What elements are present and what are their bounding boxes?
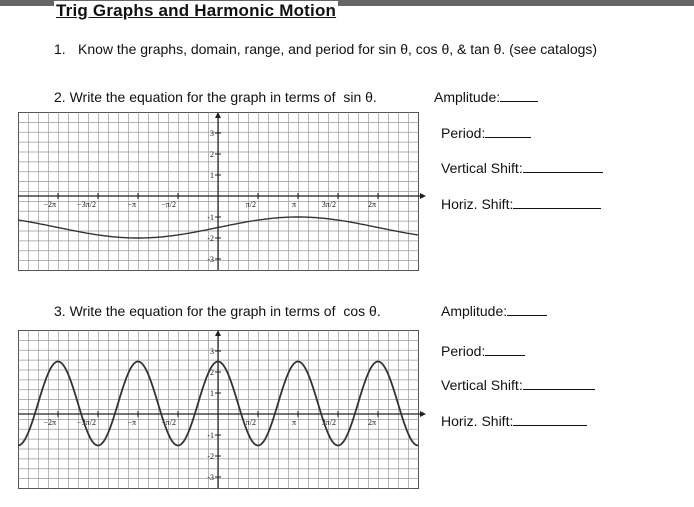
amplitude-blank[interactable] — [500, 88, 538, 102]
vertical-shift-blank[interactable] — [523, 159, 603, 173]
item-3-text: Write the equation for the graph in terms of — [69, 303, 336, 319]
amplitude-label: Amplitude: — [434, 89, 501, 105]
x-tick-label: 2π — [367, 418, 376, 427]
x-tick-label: −3π/2 — [77, 200, 96, 209]
item-2-func: sin θ. — [343, 89, 377, 105]
item-2-text: Write the equation for the graph in terms of — [69, 89, 336, 105]
item-3-amplitude — [441, 302, 547, 320]
item-3-func: cos θ. — [343, 303, 381, 319]
x-axis-arrow-icon — [420, 411, 426, 417]
x-tick-label: π — [291, 418, 296, 427]
period-blank[interactable] — [485, 342, 525, 356]
sin-graph — [18, 112, 428, 274]
item-1-text: Know the graphs, domain, range, and period for sin θ, cos θ, & tan θ. (see catalogs) — [78, 41, 598, 57]
horiz-shift-blank[interactable] — [513, 412, 587, 426]
x-tick-label: π/2 — [245, 418, 256, 427]
vertical-shift-label: Vertical Shift: — [441, 377, 523, 393]
item-2-horiz-shift — [441, 195, 601, 213]
item-2-amplitude — [434, 88, 538, 106]
period-label: Period: — [441, 343, 486, 359]
item-3-vertical-shift — [441, 376, 595, 394]
item-1-number: 1. — [54, 41, 66, 57]
y-tick-label: -1 — [207, 213, 214, 222]
x-tick-label: −3π/2 — [77, 418, 96, 427]
horiz-shift-blank[interactable] — [513, 195, 601, 209]
period-label: Period: — [441, 125, 486, 141]
y-tick-label: 1 — [210, 171, 214, 180]
item-2-number: 2. — [54, 89, 66, 105]
x-tick-label: −π/2 — [161, 200, 176, 209]
vertical-shift-label: Vertical Shift: — [441, 160, 523, 176]
y-tick-label: 1 — [210, 389, 214, 398]
y-tick-label: 2 — [210, 150, 214, 159]
x-tick-label: −π — [127, 418, 136, 427]
amplitude-label: Amplitude: — [441, 303, 508, 319]
y-tick-label: 3 — [210, 347, 214, 356]
item-2-vertical-shift — [441, 159, 603, 177]
page-title: Trig Graphs and Harmonic Motion — [56, 1, 337, 20]
item-2-prompt — [54, 88, 377, 106]
y-tick-label: -3 — [207, 255, 214, 264]
y-tick-label: -1 — [207, 431, 214, 440]
vertical-shift-blank[interactable] — [523, 376, 595, 390]
x-tick-label: −π/2 — [161, 418, 176, 427]
x-tick-label: 3π/2 — [321, 200, 336, 209]
y-tick-label: 2 — [210, 368, 214, 377]
x-tick-label: 2π — [367, 200, 376, 209]
x-tick-label: 3π/2 — [321, 418, 336, 427]
cos-graph — [18, 330, 428, 492]
item-2-period — [441, 124, 531, 142]
x-tick-label: −π — [127, 200, 136, 209]
y-tick-label: -2 — [207, 452, 214, 461]
x-axis-arrow-icon — [420, 193, 426, 199]
item-1 — [54, 40, 597, 58]
period-blank[interactable] — [485, 124, 531, 138]
x-tick-label: π — [291, 200, 296, 209]
y-tick-label: 3 — [210, 129, 214, 138]
item-3-period — [441, 342, 525, 360]
horiz-shift-label: Horiz. Shift: — [441, 196, 514, 212]
amplitude-blank[interactable] — [507, 302, 547, 316]
y-tick-label: -3 — [207, 473, 214, 482]
item-3-horiz-shift — [441, 412, 587, 430]
y-tick-label: -2 — [207, 234, 214, 243]
x-tick-label: π/2 — [245, 200, 256, 209]
item-3-number: 3. — [54, 303, 66, 319]
item-3-prompt — [54, 302, 381, 320]
x-tick-label: −2π — [43, 200, 56, 209]
horiz-shift-label: Horiz. Shift: — [441, 413, 514, 429]
x-tick-label: −2π — [43, 418, 56, 427]
